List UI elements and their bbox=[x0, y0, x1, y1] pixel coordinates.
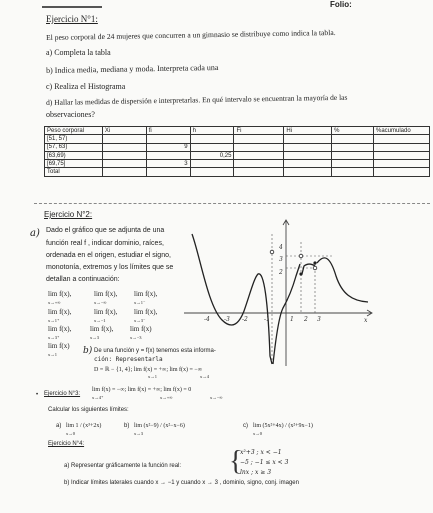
graph-tick: 3 bbox=[317, 316, 321, 323]
table-cell bbox=[146, 135, 190, 143]
limit-expression: lim f(x), bbox=[48, 325, 72, 333]
piecewise-line: lnx ; x ≥ 3 bbox=[240, 469, 272, 476]
limit-expression: lim f(x), bbox=[94, 308, 118, 316]
table-cell: Total bbox=[45, 168, 103, 176]
table-cell bbox=[374, 168, 430, 176]
exercise1-item-d-cont: observaciones? bbox=[46, 110, 95, 119]
graph-y-label: 4 bbox=[279, 244, 283, 251]
exercise4-item-b: b) Indicar límites laterales cuando x → −1 y cuando x → 3 , dominio, signo, conj. imagen bbox=[64, 480, 299, 486]
table-cell bbox=[190, 160, 234, 168]
header-rule bbox=[42, 6, 102, 8]
table-cell bbox=[284, 168, 332, 176]
graph-y-label: 3 bbox=[279, 256, 283, 263]
exercise1-item-c: c) Realiza el Histograma bbox=[46, 82, 126, 91]
table-row bbox=[45, 143, 430, 151]
table-header: %acumulado bbox=[374, 127, 430, 135]
table-header: % bbox=[332, 127, 374, 135]
table-cell bbox=[102, 160, 146, 168]
table-cell: [57, 63) bbox=[45, 143, 103, 151]
table-cell bbox=[332, 168, 374, 176]
exercise2-statement-3: ordenada en el origen, estudiar el signo, bbox=[46, 252, 171, 259]
exercise4-title: Ejercicio N°4: bbox=[48, 441, 85, 447]
graph-tick: -1 bbox=[264, 316, 270, 323]
exercise2-statement-4: monotonía, extremos y los límites que se bbox=[46, 264, 174, 271]
limit-expression: lim f(x) bbox=[48, 342, 70, 350]
open-point bbox=[270, 250, 274, 254]
function-curve-4 bbox=[317, 258, 368, 302]
table-header: h bbox=[190, 127, 234, 135]
table-row bbox=[45, 151, 430, 159]
limit-subscript: x→+∞ bbox=[48, 300, 61, 305]
filled-point bbox=[313, 261, 316, 264]
table-row bbox=[45, 168, 430, 176]
exercise3-item-sub: x→0 bbox=[253, 431, 262, 436]
table-cell bbox=[234, 143, 284, 151]
table-cell bbox=[146, 168, 190, 176]
graph-tick: -3 bbox=[224, 316, 230, 323]
table-cell bbox=[234, 160, 284, 168]
graph-tick: x bbox=[364, 317, 368, 324]
table-cell bbox=[284, 151, 332, 159]
table-header: Fi bbox=[234, 127, 284, 135]
part-b-domain-sub: x→4 bbox=[200, 374, 209, 379]
table-cell bbox=[190, 143, 234, 151]
part-b-limits-sub: x→−∞ bbox=[210, 395, 223, 400]
piecewise-line: x²+3 ; x < −1 bbox=[240, 449, 282, 456]
exercise2-statement-2: función real f , indicar dominio, raíces, bbox=[46, 240, 164, 247]
limit-subscript: x→3 bbox=[90, 335, 99, 340]
part-b-mark: b) bbox=[83, 346, 93, 356]
table-cell bbox=[284, 143, 332, 151]
table-header: Peso corporal bbox=[45, 127, 103, 135]
limit-subscript: x→1⁻ bbox=[134, 300, 146, 305]
table-cell bbox=[190, 168, 234, 176]
exercise2-margin-mark: a) bbox=[30, 228, 40, 239]
table-cell bbox=[284, 160, 332, 168]
table-cell: [51, 57) bbox=[45, 135, 103, 143]
function-curve-2 bbox=[273, 264, 300, 364]
filled-point bbox=[299, 272, 302, 275]
exercise1-item-b: b) Indica media, mediana y moda. Interpreta cada una bbox=[46, 62, 219, 75]
table-cell bbox=[332, 160, 374, 168]
table-row bbox=[45, 135, 430, 143]
limit-expression: lim f(x), bbox=[134, 308, 158, 316]
table-cell: [63,69) bbox=[45, 151, 103, 159]
table-cell bbox=[146, 151, 190, 159]
table-cell: 0,25 bbox=[190, 151, 234, 159]
part-b-domain-sub: x→1 bbox=[148, 374, 157, 379]
table-cell: [69,75] bbox=[45, 160, 103, 168]
limit-expression: lim f(x), bbox=[48, 290, 72, 298]
limit-subscript: x→3⁺ bbox=[48, 335, 60, 340]
table-cell bbox=[102, 143, 146, 151]
table-cell: 3 bbox=[146, 160, 190, 168]
part-b-domain: D = ℝ − {1, 4}; lim f(x) = +∞; lim f(x) = −∞ bbox=[94, 367, 203, 373]
open-point bbox=[299, 254, 303, 258]
limit-expression: lim f(x) bbox=[130, 325, 152, 333]
part-b-limits-sub: x→4⁺ bbox=[92, 395, 104, 400]
table-cell bbox=[234, 151, 284, 159]
limit-subscript: x→−3 bbox=[130, 335, 142, 340]
exercise1-intro: El peso corporal de 24 mujeres que concurren a un gimnasio se distribuye como indica la tabla. bbox=[46, 27, 336, 42]
exercise3-bullet: • bbox=[36, 392, 39, 398]
exercise3-item-label: c) bbox=[243, 423, 248, 429]
table-header-row bbox=[45, 127, 430, 135]
table-cell bbox=[190, 135, 234, 143]
open-point bbox=[313, 266, 317, 270]
table-cell bbox=[332, 151, 374, 159]
table-cell bbox=[374, 160, 430, 168]
graph-y-label: 2 bbox=[279, 269, 283, 276]
function-graph bbox=[184, 216, 374, 368]
graph-tick: -2 bbox=[242, 316, 248, 323]
table-cell bbox=[332, 135, 374, 143]
graph-tick: -4 bbox=[204, 316, 210, 323]
table-header: fi bbox=[146, 127, 190, 135]
table-cell bbox=[332, 143, 374, 151]
limit-subscript: x→1⁺ bbox=[48, 318, 60, 323]
table-cell bbox=[234, 135, 284, 143]
table-cell bbox=[374, 151, 430, 159]
limit-expression: lim f(x), bbox=[134, 290, 158, 298]
exercise3-item-label: b) bbox=[124, 423, 130, 429]
part-b-limits-sub: x→+∞ bbox=[160, 395, 173, 400]
limit-subscript: x→1 bbox=[48, 352, 57, 357]
piecewise-line: −5 ; −1 ≤ x < 3 bbox=[240, 459, 289, 466]
part-b-text-2: ción: Representarla bbox=[94, 356, 163, 363]
exercise1-item-a: a) Completa la tabla bbox=[46, 48, 111, 57]
graph-tick: 2 bbox=[304, 316, 308, 323]
exercise2-statement-5: detallan a continuación: bbox=[46, 276, 120, 283]
exercise1-title: Ejercicio N°1: bbox=[46, 14, 98, 24]
table-header: Hi bbox=[284, 127, 332, 135]
limit-expression: lim f(x), bbox=[90, 325, 114, 333]
limit-subscript: x→−1 bbox=[94, 318, 106, 323]
section-divider bbox=[34, 203, 430, 204]
exercise1-item-d: d) Hallar las medidas de dispersión e interpretarlas. En qué intervalo se encuentran la mayoría de las bbox=[46, 92, 348, 107]
part-b-text-1: De una función y = f(x) tenemos esta informa- bbox=[94, 348, 216, 354]
graph-tick: 1 bbox=[290, 316, 294, 323]
exercise3-title: Ejercicio N°3: bbox=[44, 391, 81, 397]
exercise3-instruction: Calcular los siguientes límites: bbox=[48, 407, 129, 413]
exercise3-item-label: a) bbox=[56, 423, 62, 429]
table-cell bbox=[102, 168, 146, 176]
limit-expression: lim f(x), bbox=[48, 308, 72, 316]
table-cell bbox=[234, 168, 284, 176]
folio-label: Folio: bbox=[330, 0, 352, 9]
exercise4-item-a: a) Representar gráficamente la función real: bbox=[64, 463, 182, 469]
table-row bbox=[45, 160, 430, 168]
table-header: Xi bbox=[102, 127, 146, 135]
piecewise-brace: { bbox=[229, 446, 243, 477]
part-b-limits: lim f(x) = −∞; lim f(x) = +∞; lim f(x) = 0 bbox=[92, 387, 192, 393]
table-cell: 9 bbox=[146, 143, 190, 151]
exercise3-item-sub: x→3 bbox=[134, 431, 143, 436]
exercise3-item-expr: lim (5x²+4x) / (x²+9x−1) bbox=[253, 423, 313, 429]
exercise2-statement-1: Dado el gráfico que se adjunta de una bbox=[46, 227, 165, 234]
function-curve bbox=[192, 234, 272, 364]
exercise3-item-sub: x→0 bbox=[66, 431, 75, 436]
limit-subscript: x→−∞ bbox=[94, 300, 107, 305]
frequency-table bbox=[44, 126, 430, 177]
table-cell bbox=[102, 151, 146, 159]
limit-subscript: x→3⁻ bbox=[134, 318, 146, 323]
exercise2-title: Ejercicio N°2: bbox=[44, 210, 93, 219]
table-cell bbox=[284, 135, 332, 143]
function-curve-3 bbox=[302, 264, 315, 274]
table-cell bbox=[102, 135, 146, 143]
exercise3-item-expr: lim (x²−9) / (x²−x−6) bbox=[134, 423, 185, 429]
exercise3-item-expr: lim 1 / (x³+2x) bbox=[66, 423, 102, 429]
table-cell bbox=[374, 143, 430, 151]
table-cell bbox=[374, 135, 430, 143]
limit-expression: lim f(x), bbox=[94, 290, 118, 298]
